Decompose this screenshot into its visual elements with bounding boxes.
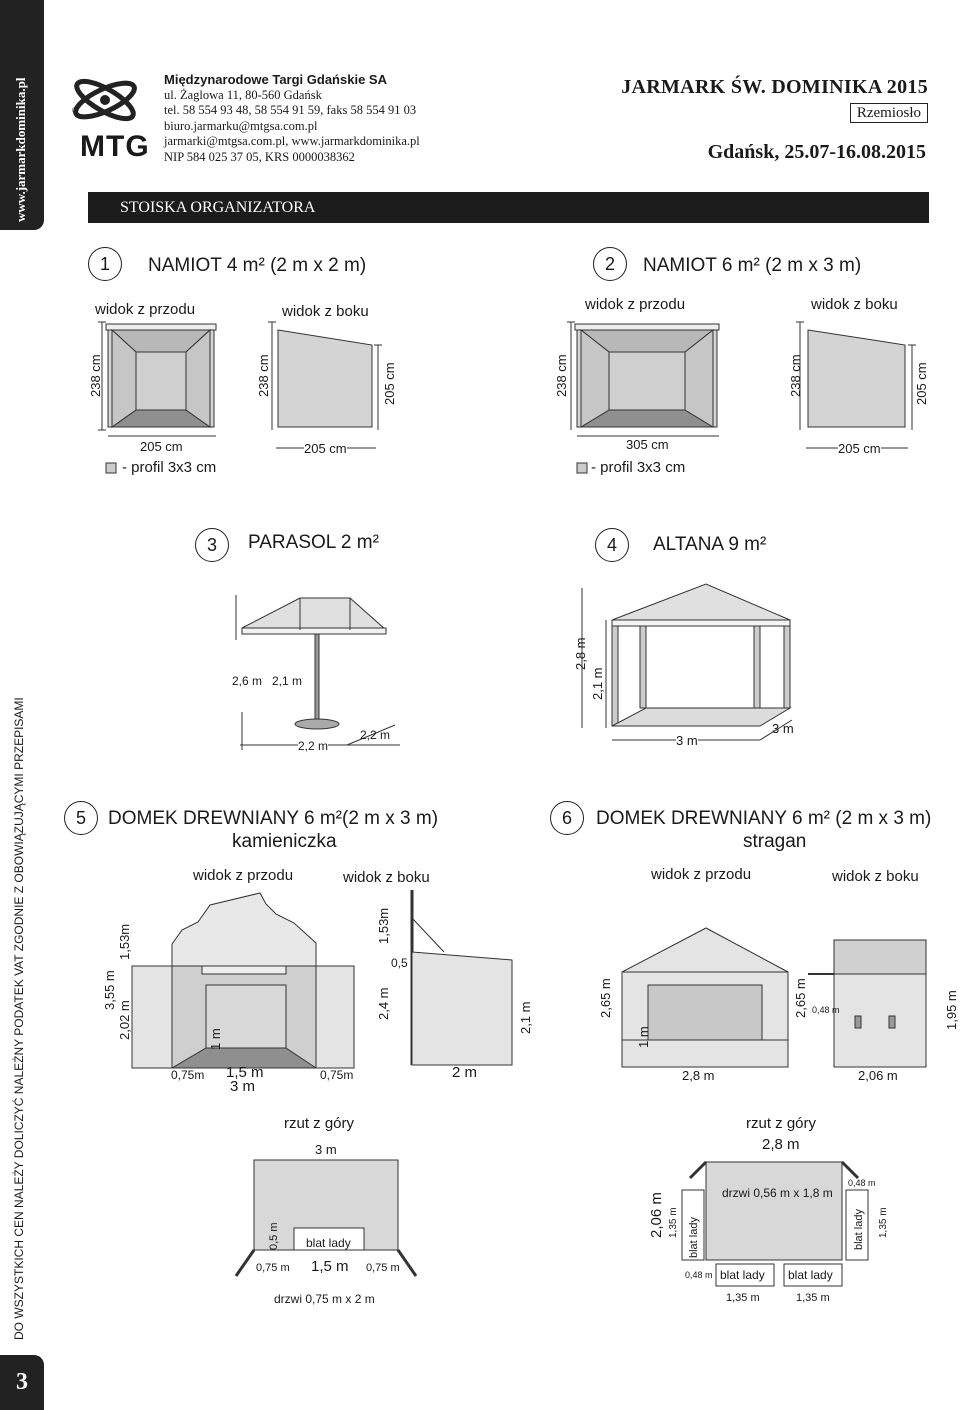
company-nip: NIP 584 025 37 05, KRS 0000038362 — [164, 149, 355, 164]
gazebo-d3: 3 m — [772, 721, 794, 736]
item-6-front-label: widok z przodu — [651, 866, 752, 883]
section-bar: STOISKA ORGANIZATORA — [88, 192, 929, 223]
t1-height-label: 238 cm — [88, 354, 103, 397]
item-2-front-label: widok z przodu — [585, 296, 686, 313]
s-top-label: rzut z góry — [746, 1115, 817, 1132]
k-door1: 1 m — [208, 1028, 223, 1050]
parasol-w22: 2,2 m — [298, 739, 329, 753]
item-5-front-label: widok z przodu — [193, 867, 294, 884]
item-2-side-label: widok z boku — [811, 296, 898, 313]
t2-width-label: 305 cm — [626, 437, 669, 452]
t2-profile-label: - profil 3x3 cm — [591, 459, 686, 476]
item-4-title: ALTANA 9 m² — [653, 534, 767, 555]
item-1-number: 1 — [88, 247, 122, 281]
st-048b: 0,48 m — [685, 1270, 713, 1280]
vat-note: DO WSZYSTKICH CEN NALEŻY DOLICZYĆ NALEŻNY PODATEK VAT ZGODNIE Z OBOWIĄZUJĄCYMI PRZEPISAMI — [12, 697, 26, 1340]
kt-075b: 0,75 m — [366, 1262, 400, 1274]
t2-height-label: 238 cm — [554, 354, 569, 397]
item-1-front-label: widok z przodu — [95, 301, 196, 318]
item-5-subtitle: kamieniczka — [232, 831, 337, 852]
s-h265b: 2,65 m — [793, 978, 808, 1018]
t1s-width-label: 205 cm — [304, 441, 347, 456]
st-w28: 2,8 m — [762, 1136, 800, 1153]
ks-h153: 1,53m — [376, 907, 391, 944]
item-5-title: DOMEK DREWNIANY 6 m²(2 m x 3 m) — [108, 808, 439, 829]
category-badge: Rzemiosło — [850, 103, 928, 123]
item-6-number: 6 — [550, 801, 584, 835]
registered-icon: ® — [72, 106, 78, 115]
s-h1: 1 m — [636, 1026, 651, 1048]
st-h206: 2,06 m — [648, 1192, 665, 1238]
st-135c: 1,35 m — [726, 1292, 760, 1304]
item-5-side-label: widok z boku — [343, 869, 430, 886]
st-counter-bottom1: blat lady — [720, 1268, 765, 1282]
company-email-web[interactable]: jarmarki@mtgsa.com.pl, www.jarmarkdominika.pl — [164, 134, 420, 148]
item-6-side-label: widok z boku — [832, 868, 919, 885]
stragan-top — [682, 1162, 868, 1286]
st-135a: 1,35 m — [668, 1207, 679, 1238]
company-address: ul. Żaglowa 11, 80-560 Gdańsk — [164, 87, 322, 102]
page-number: 3 — [0, 1355, 44, 1410]
ks-05: 0,5 — [391, 956, 408, 970]
t2s-width-label: 205 cm — [838, 441, 881, 456]
gazebo-h28: 2,8 m — [573, 637, 588, 670]
st-counter-right: blat lady — [853, 1209, 865, 1250]
t2s-height-label: 238 cm — [788, 354, 803, 397]
t1s-height-label: 238 cm — [256, 354, 271, 397]
kt-075a: 0,75 m — [256, 1262, 290, 1274]
ks-h24: 2,4 m — [376, 987, 391, 1020]
ks-h21: 2,1 m — [518, 1001, 533, 1034]
item-1-side-label: widok z boku — [282, 303, 369, 320]
s-048: 0,48 m — [812, 1005, 840, 1015]
item-1-title: NAMIOT 4 m² (2 m x 2 m) — [148, 255, 367, 276]
s-h265: 2,65 m — [598, 978, 613, 1018]
kt-w3: 3 m — [315, 1142, 337, 1157]
kt-05: 0,5 m — [268, 1222, 280, 1250]
st-door: drzwi 0,56 m x 1,8 m — [722, 1186, 833, 1200]
t1s-low-label: 205 cm — [382, 362, 397, 405]
logo-text: MTG — [80, 130, 150, 163]
place-date: Gdańsk, 25.07-16.08.2015 — [707, 141, 926, 163]
s-w206: 2,06 m — [858, 1068, 898, 1083]
k-h355: 3,55 m — [102, 970, 117, 1010]
st-048: 0,48 m — [848, 1178, 876, 1188]
stragan-side — [808, 940, 926, 1067]
kt-15: 1,5 m — [311, 1258, 349, 1275]
k-075a: 0,75m — [171, 1068, 205, 1082]
website-side-text: www.jarmarkdominika.pl — [13, 77, 28, 222]
company-phone: tel. 58 554 93 48, 58 554 91 59, faks 58 554 91 03 — [164, 103, 417, 117]
item-2-title: NAMIOT 6 m² (2 m x 3 m) — [643, 255, 862, 276]
t2s-low-label: 205 cm — [914, 362, 929, 405]
gazebo-h21: 2,1 m — [590, 667, 605, 700]
t1-width-label: 205 cm — [140, 439, 183, 454]
k-15: 1,5 m — [226, 1064, 264, 1081]
k-h202: 2,02 m — [117, 1000, 132, 1040]
event-title: JARMARK ŚW. DOMINIKA 2015 — [621, 76, 928, 98]
s-h195: 1,95 m — [944, 990, 959, 1030]
t1-profile-label: - profil 3x3 cm — [122, 459, 217, 476]
item-6-title: DOMEK DREWNIANY 6 m² (2 m x 3 m) — [596, 808, 932, 829]
item-3-title: PARASOL 2 m² — [248, 532, 379, 553]
k-h153: 1,53m — [117, 923, 132, 960]
k-075b: 0,75m — [320, 1068, 354, 1082]
st-135b: 1,35 m — [878, 1207, 889, 1238]
k-w3: 3 m — [230, 1078, 256, 1095]
item-6-subtitle: stragan — [743, 831, 807, 852]
company-email[interactable]: biuro.jarmarku@mtgsa.com.pl — [164, 118, 318, 133]
company-name: Międzynarodowe Targi Gdańskie SA — [164, 72, 387, 87]
st-counter-bottom2: blat lady — [788, 1268, 833, 1282]
item-2-number: 2 — [593, 247, 627, 281]
parasol-d22: 2,2 m — [360, 728, 391, 742]
item-3-number: 3 — [195, 528, 229, 562]
st-135d: 1,35 m — [796, 1292, 830, 1304]
parasol-h26: 2,6 m — [232, 674, 263, 688]
st-counter-left: blat lady — [688, 1217, 700, 1258]
kamieniczka-front — [132, 893, 354, 1068]
parasol-h21: 2,1 m — [272, 674, 303, 688]
kt-door: drzwi 0,75 m x 2 m — [274, 1292, 375, 1306]
item-5-number: 5 — [64, 801, 98, 835]
kt-counter: blat lady — [306, 1236, 351, 1250]
s-w28: 2,8 m — [682, 1068, 715, 1083]
k-top-label: rzut z góry — [284, 1115, 355, 1132]
item-4-number: 4 — [595, 528, 629, 562]
gazebo-w3: 3 m — [676, 733, 698, 748]
ks-w2: 2 m — [452, 1064, 478, 1081]
kamieniczka-side — [412, 890, 512, 1065]
